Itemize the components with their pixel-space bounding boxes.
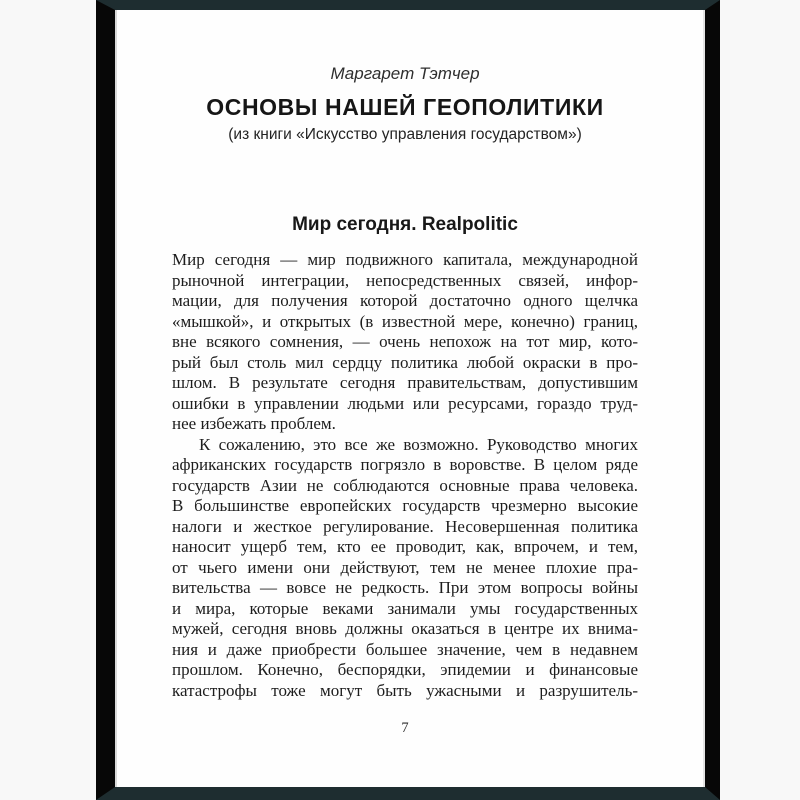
text-line: вне всякого сомнения, — очень непохож на тот мир, кото- [172,332,638,351]
text-line: вительства — вовсе не редкость. При этом вопросы войны [172,578,638,597]
paragraph [172,250,638,435]
book-title: ОСНОВЫ НАШЕЙ ГЕОПОЛИТИКИ [206,94,604,120]
text-line: нее избежать проблем. [172,414,336,433]
text-line: мации, для получения которой достаточно одного щелчка [172,291,638,310]
text-line: шлом. В результате сегодня правительствам, допустившим [172,373,638,392]
text-line: ния и даже приобрести большее значение, чем в недавнем [172,639,638,659]
text-line: государств Азии не соблюдаются основные права человека. [172,475,638,495]
author-line: Маргарет Тэтчер [330,64,480,83]
paragraph [172,435,638,702]
text-line: африканских государств погрязло в воровстве. В целом ряде [172,455,638,474]
body-text [172,250,638,701]
text-line: наносит ущерб тем, кто ее проводит, как, впрочем, и тем, [172,537,638,556]
text-line: В большинстве европейских государств чрезмерно высокие [172,496,638,515]
text-line: и мира, которые веками занимали умы государственных [172,598,638,618]
text-line: «мышкой», и открытых (в известной мере, конечно) границ, [172,311,638,331]
text-line: прошлом. Конечно, беспорядки, эпидемии и финансовые [172,660,638,679]
section-heading: Мир сегодня. Realpolitic [292,214,518,235]
text-line: катастрофы тоже могут быть ужасными и разрушитель- [172,680,638,700]
text-line: мужей, сегодня вновь должны оказаться в центре их внима- [172,619,638,638]
text-line: К сожалению, это все же возможно. Руководство многих [199,434,638,454]
text-line: рый был столь мил сердцу политика любой окраски в про- [172,352,638,372]
text-line: от чьего имени они действуют, тем не менее плохие пра- [172,557,638,577]
page-content [115,10,705,787]
text-line: налоги и жесткое регулирование. Несовершенная политика [172,516,638,536]
page-number: 7 [401,720,409,736]
book-subtitle: (из книги «Искусство управления государством») [228,126,582,143]
text-line: ошибки в управлении людьми или ресурсами, гораздо труд- [172,393,638,413]
text-line: рыночной интеграции, непосредственных связей, инфор- [172,270,638,290]
text-line: Мир сегодня — мир подвижного капитала, международной [172,250,638,269]
